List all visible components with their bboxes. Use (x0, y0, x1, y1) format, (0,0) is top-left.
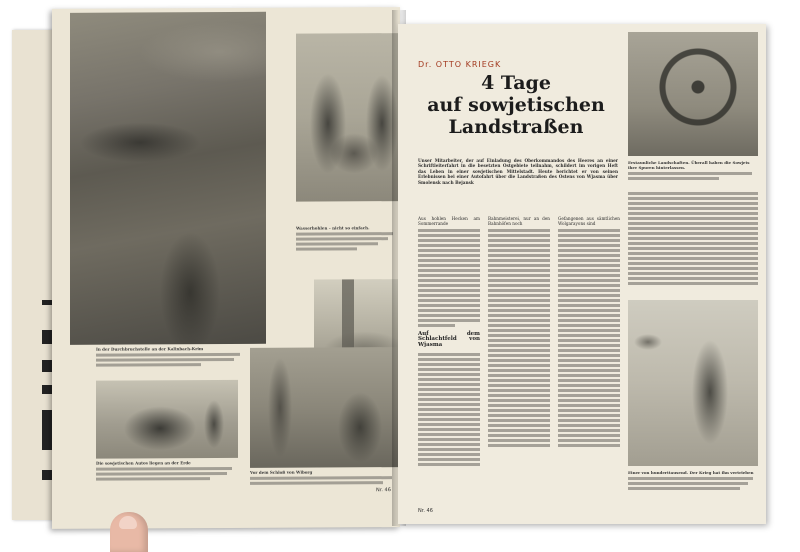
right-page-number: Nr. 46 (418, 508, 433, 514)
column-1-opening: Aus hohlen Hecken am Sommerrande (418, 216, 480, 227)
caption-bold-text: In der Durchbruchstelle an der Kalinbach-Krim (96, 346, 204, 352)
title-line-1: 4 Tage (481, 72, 551, 94)
title-line-3: Landstraßen (448, 116, 584, 138)
caption-car (96, 460, 238, 483)
photo-water-well (296, 33, 400, 202)
caption-bold-text: Erstaunliche Landschaften. Überall haben die Sowjets ihre Spuren hinterlassen. (628, 160, 750, 170)
article-intro: Unser Mitarbeiter, der auf Einladung des Oberkommandos des Heeres an einer Schriftleiterfahrt in die besetzten Ostgebiete teilnahm, schildert im vorigen Heft das Leben in einer sowjetischen Mittelstadt. Heute berichtet er von seinen Erlebnissen bei einer Autofahrt über die Landstraßen des Ostens von Wjasma über Smolensk nach Bejansk (418, 158, 618, 185)
article-column-1 (418, 216, 480, 516)
caption-breakthrough (96, 346, 246, 369)
caption-water-well (296, 225, 398, 253)
thumbnail (119, 516, 137, 529)
right-page (398, 24, 766, 524)
caption-castle (250, 469, 398, 487)
column-3-opening: Gefangenen aus sämtlichen Wolgarayons sind (558, 216, 620, 227)
photo-painter (250, 347, 400, 468)
article-column-4 (628, 190, 758, 294)
article-column-2 (488, 216, 550, 516)
photo-battlefield-convoy (70, 12, 266, 345)
caption-refugee (628, 470, 758, 492)
caption-bold-text: Die sowjetischen Autos liegen an der Erde (96, 460, 191, 466)
article-subheading: Auf dem Schlachtfeld von Wjasma (418, 330, 480, 348)
caption-bold-text: Einer von hunderttausend. Der Krieg hat ihn vertrieben (628, 470, 754, 475)
holding-thumb (110, 512, 148, 552)
left-page-number: Nr. 46 (376, 487, 391, 494)
left-page (52, 7, 400, 529)
article-title (416, 72, 616, 138)
caption-bold-text: Wasserhohlen – nicht so einfach. (296, 225, 370, 231)
photo-cart-wheel (628, 32, 758, 156)
caption-bold-text: Vor dem Schloß von Wiborg (250, 469, 313, 475)
photo-abandoned-car (96, 380, 238, 459)
column-2-opening: Bahnmeisterei, nur an den Bahnhöfen noch (488, 216, 550, 227)
article-column-3 (558, 216, 620, 516)
article-author: Dr. OTTO KRIEGK (418, 60, 502, 69)
photo-refugee (628, 300, 758, 466)
caption-wheel (628, 160, 758, 182)
title-line-2: auf sowjetischen (427, 94, 605, 116)
